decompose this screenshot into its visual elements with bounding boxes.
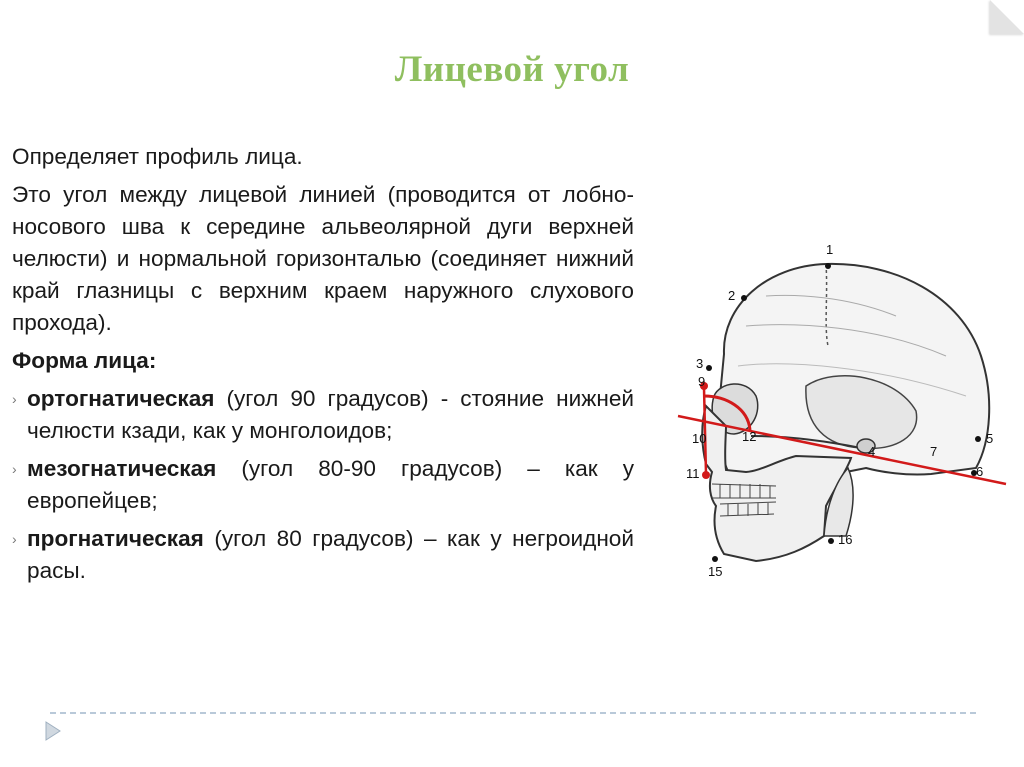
landmark-label: 5 (986, 431, 994, 446)
slide-content (12, 141, 634, 593)
bullet-marker-icon: › (12, 461, 17, 477)
landmark-label: 10 (692, 431, 707, 446)
landmark-label: 11 (686, 466, 700, 481)
slide-title: Лицевой угол (394, 49, 630, 90)
bullet-text: (угол 80-90 градусов) – как у европейцев; (27, 456, 634, 513)
bullet-term: мезогнатическая (27, 456, 217, 481)
landmark-label: 12 (742, 429, 757, 444)
landmark-label: 3 (696, 356, 704, 371)
landmark-label: 16 (838, 532, 853, 547)
skull-illustration (676, 236, 1010, 582)
bullet-marker-icon: › (12, 531, 17, 547)
landmark-label: 1 (826, 242, 834, 257)
landmark-label: 6 (976, 464, 984, 479)
bullet-term: ортогнатическая (27, 386, 215, 411)
footer-divider (50, 712, 976, 714)
bullet-text: (угол 80 градусов) – как у негроидной расы. (27, 526, 634, 583)
bullet-text: (угол 90 градусов) - стояние нижней челюсти кзади, как у монголоидов; (27, 386, 634, 443)
landmark-label: 9 (698, 374, 706, 389)
landmark-label: 7 (930, 444, 938, 459)
page-corner-fold (990, 0, 1024, 34)
landmark-label: 2 (728, 288, 736, 303)
skull-figure (676, 236, 1010, 582)
intro-text: Определяет профиль лица. (12, 144, 303, 169)
landmark-label: 15 (708, 564, 723, 579)
next-arrow-icon[interactable] (42, 720, 64, 742)
landmark-label: 4 (868, 444, 876, 459)
bullet-mesognathic (12, 453, 634, 517)
bullet-term: прогнатическая (27, 526, 204, 551)
form-heading: Форма лица: (12, 348, 157, 373)
bullet-prognathic (12, 523, 634, 587)
definition-text: Это угол между лицевой линией (проводится от лобно-носового шва к середине альвеолярной дуги верхней челюсти) и нормальной горизонталью (соединяет нижний край глазницы с верхним краем наружного слухового прохода). (12, 182, 634, 335)
bullet-marker-icon: › (12, 391, 17, 407)
bullet-orthognathic (12, 383, 634, 447)
